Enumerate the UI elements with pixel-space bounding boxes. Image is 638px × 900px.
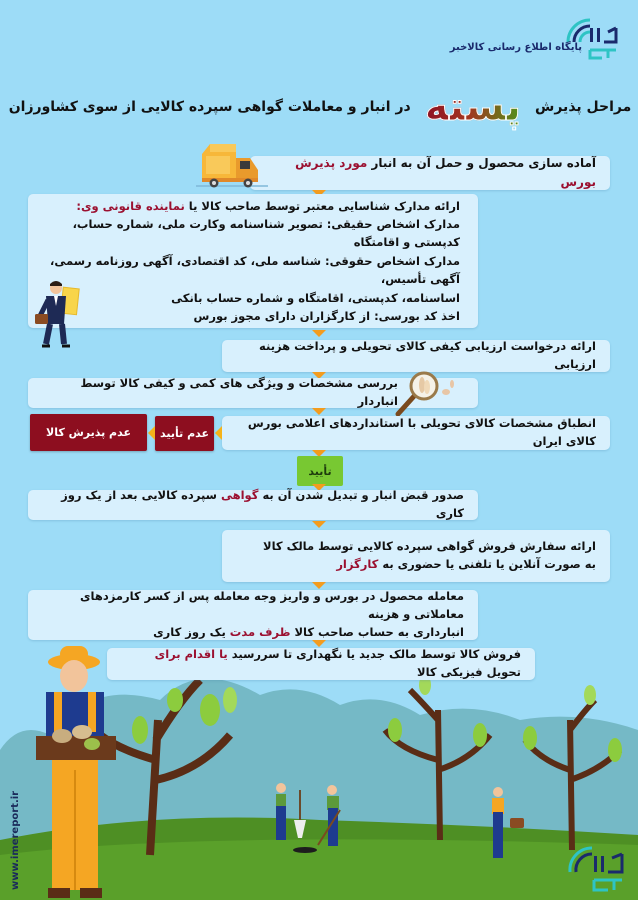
page-title <box>8 82 632 132</box>
step-2-line-1-highlight: نماینده قانونی وی: <box>76 198 185 213</box>
step-2-line-5: اخذ کد بورسی: از کارگزاران دارای مجوز بورس <box>193 308 460 323</box>
step-1-text-highlight: مورد پذیرش بورس <box>295 156 596 189</box>
flow-arrow <box>312 521 326 528</box>
step-1-text-main: آماده سازی محصول و حمل آن به انبار <box>367 156 596 171</box>
step-7-line-2-highlight: کارگزار <box>336 557 379 571</box>
title-prefix: مراحل پذیرش <box>535 99 632 115</box>
step-7-line-1: ارائه سفارش فروش گواهی سپرده کالایی توسط مالک کالا <box>263 539 596 554</box>
title-highlight: پسته <box>421 87 525 127</box>
header-logo <box>449 16 620 60</box>
step-2-line-3: مدارک اشخاص حقوقی: شناسه ملی، کد اقتصادی، آگهی روزنامه رسمی، آگهی تأسیس، <box>50 253 460 287</box>
step-4-text: بررسی مشخصات و ویژگی های کمی و کیفی کالا توسط انباردار <box>80 376 398 408</box>
step-3-box <box>222 340 610 372</box>
title-suffix: در انبار و معاملات گواهی سپرده کالایی از سوی کشاورزان <box>8 99 411 115</box>
reject-result-arrow <box>148 426 155 440</box>
reject-arrow <box>215 426 222 440</box>
magnifying-glass-icon <box>394 370 464 418</box>
step-2-box <box>28 194 478 328</box>
step-6-text-highlight: گواهی <box>220 488 259 503</box>
delivery-truck-icon <box>196 142 268 192</box>
step-3-text: ارائه درخواست ارزیابی کیفی کالای تحویلی و پرداخت هزینه ارزیابی <box>259 339 596 371</box>
step-7-line-2-main: به صورت آنلاین یا تلفنی یا حضوری به <box>378 557 596 571</box>
step-5-box <box>222 416 610 450</box>
step-9-text-main: فروش کالا توسط مالک جدید یا نگهداری تا سررسید <box>227 647 521 662</box>
step-7-box <box>222 530 610 582</box>
step-7-line-2 <box>236 556 596 574</box>
step-2-line-1-main: ارائه مدارک شناسایی معتبر توسط صاحب کالا یا <box>184 198 460 213</box>
logo-caption: پایگاه اطلاع رسانی کالاخبر <box>449 42 582 53</box>
step-9-box <box>107 648 535 680</box>
approve-badge: تأیید <box>297 456 343 486</box>
step-9-text <box>121 646 521 682</box>
step-8-box <box>28 590 478 640</box>
step-6-text-end: سپرده کالایی بعد از یک روز کاری <box>61 488 464 520</box>
reject-result-badge: عدم پذیرش کالا <box>30 414 147 451</box>
step-9-text-highlight: یا اقدام برای <box>154 647 228 662</box>
flow-arrow <box>312 408 326 415</box>
step-2-line-1 <box>42 197 460 215</box>
step-8-line-2-end: یک روز کاری <box>153 624 230 639</box>
step-1-text <box>264 154 596 191</box>
reject-badge: عدم تأیید <box>155 416 214 451</box>
step-6-text <box>42 487 464 523</box>
businessman-icon <box>34 280 84 348</box>
step-8-line-1: معامله محصول در بورس و واریز وجه معامله پس از کسر کارمزدهای معاملاتی و هزینه <box>80 589 464 622</box>
step-9-text-end: تحویل فیزیکی کالا <box>417 665 521 679</box>
step-8-line-2-highlight: ظرف مدت <box>229 624 291 639</box>
website-url[interactable]: www.imereport.ir <box>10 790 21 890</box>
step-2-line-2: مدارک اشخاص حقیقی: تصویر شناسنامه وکارت ملی، شماره حساب، کدپستی و اقامتگاه <box>72 217 460 250</box>
flow-arrow <box>312 330 326 337</box>
step-1-box <box>250 156 610 190</box>
step-8-line-2-main: انبارداری به حساب صاحب کالا <box>290 624 464 639</box>
step-5-text: انطباق مشخصات کالای تحویلی با استانداردهای اعلامی بورس کالای ایران <box>247 416 596 448</box>
step-2-line-4: اساسنامه، کدپستی، اقامتگاه و شماره حساب بانکی <box>171 290 460 305</box>
footer-logo-icon <box>566 842 632 896</box>
kalakhabar-logo-icon <box>586 24 620 62</box>
step-6-text-main: صدور قبض انبار و تبدیل شدن آن به <box>258 488 464 503</box>
step-6-box <box>28 490 478 520</box>
